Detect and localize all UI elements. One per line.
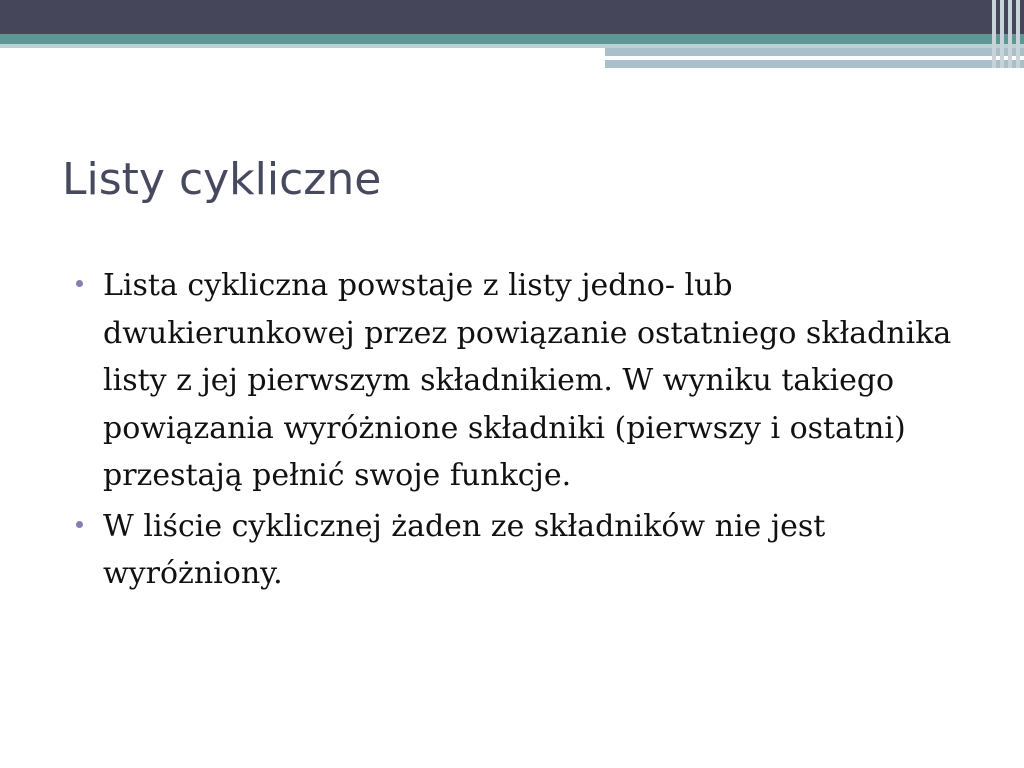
header-stripes — [990, 0, 1024, 68]
bullet-text: W liście cyklicznej żaden ze składników nie jest wyróżniony. — [103, 508, 826, 591]
header-accent-bar-upper — [605, 48, 1024, 56]
header-band-teal — [0, 34, 1024, 44]
header-stripe — [992, 0, 996, 68]
header-stripe — [1000, 0, 1004, 68]
bullet-item — [76, 503, 976, 598]
bullet-text: Lista cykliczna powstaje z listy jedno- lub dwukierunkowej przez powiązanie ostatniego składnika listy z jej pierwszym składnikiem. W wyniku takiego powiązania wyróżnione składniki (pierwszy i ostatni) przestają pełnić swoje funkcje. — [103, 268, 952, 493]
bullet-list — [76, 262, 976, 601]
header-stripe — [1008, 0, 1012, 68]
slide-title: Listy cykliczne — [62, 154, 382, 205]
bullet-item — [76, 262, 976, 500]
header-accent-line — [825, 56, 950, 59]
bullet-dot-icon — [76, 280, 83, 287]
header-accent-bar-lower — [605, 60, 1024, 68]
header-stripe — [1016, 0, 1020, 68]
bullet-dot-icon — [76, 521, 83, 528]
header-band-dark — [0, 0, 1024, 34]
